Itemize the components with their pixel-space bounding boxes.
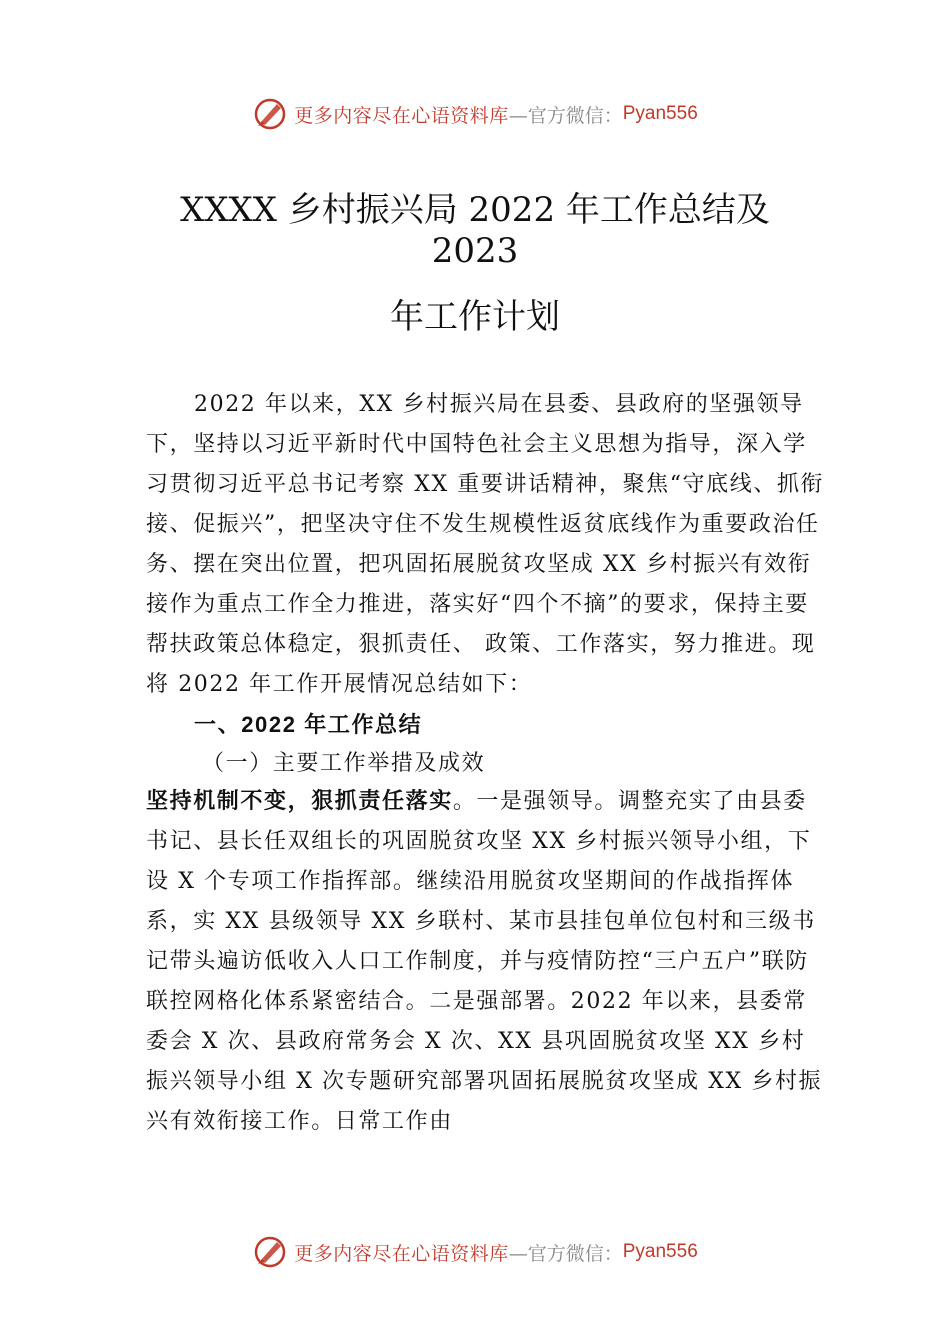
subsection-heading: （一）主要工作举措及成效	[202, 751, 486, 776]
document-title-line3: 年工作计划	[390, 297, 560, 337]
intro-paragraph: 2022 年以来，XX 乡村振兴局在县委、县政府的坚强领导下，坚持以习近平新时代中国特色社会主义思想为指导，深入学习贯彻习近平总书记考察 XX 重要讲话精神，聚焦“守底线、抓衔接、促振兴”，把坚决守住不发生规模性返贫底线作为重要政治任务、摆在突出位置，把巩固拓展脱贫攻坚成 XX 乡村振兴有效衔接作为重点工作全力推进，落实好“四个不摘”的要求，保持主要帮扶政策总体稳定，狠抓责任、 政策、工作落实，努力推进。现将 2022 年工作开展情况总结如下：	[146, 392, 825, 697]
pen-logo-icon	[252, 96, 288, 132]
watermark-separator: —官方微信：	[508, 1242, 623, 1265]
body-paragraph	[146, 781, 826, 1142]
watermark-id: Pyan556	[622, 1241, 698, 1262]
document-title-line1: XXXX 乡村振兴局 2022 年工作总结及	[180, 190, 770, 230]
watermark-text: 更多内容尽在心语资料库	[294, 104, 509, 127]
paragraph-text: 。一是强领导。调整充实了由县委书记、县长任双组长的巩固脱贫攻坚 XX 乡村振兴领导小组，下设 X 个专项工作指挥部。继续沿用脱贫攻坚期间的作战指挥体系，实 XX 县级领导 XX 乡联村、某市县挂包单位包村和三级书记带头遍访低收入人口工作制度，并与疫情防控“三户五户”联防联控网格化体系紧密结合。二是强部署。2022 年以来，县委常委会 X 次、县政府常务会 X 次、XX 县巩固脱贫攻坚 XX 乡村振兴领导小组 X 次专题研究部署巩固拓展脱贫攻坚成 XX 乡村振兴有效衔接工作。日常工作由	[146, 789, 823, 1134]
document-body	[146, 385, 826, 1142]
pen-logo-icon	[252, 1234, 288, 1270]
watermark-text: 更多内容尽在心语资料库	[294, 1242, 509, 1265]
watermark-separator: —官方微信：	[508, 104, 623, 127]
watermark-bottom	[0, 1232, 950, 1272]
paragraph-lead: 坚持机制不变，狠抓责任落实	[146, 788, 453, 814]
section-heading: 一、2022 年工作总结	[194, 712, 423, 737]
watermark-id: Pyan556	[622, 103, 698, 124]
watermark-top	[0, 94, 950, 134]
document-title-line2: 2023	[431, 231, 519, 271]
